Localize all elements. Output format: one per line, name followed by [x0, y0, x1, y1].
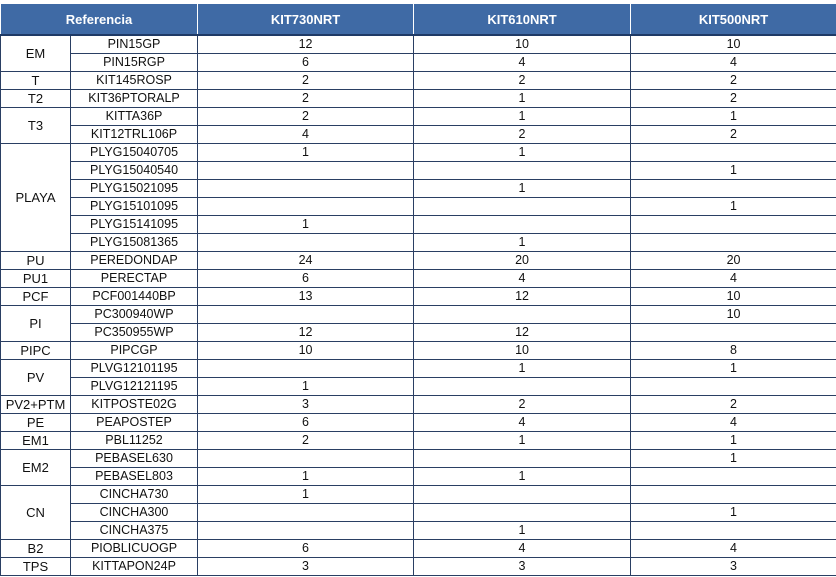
table-row: [1, 468, 836, 486]
table-row: [1, 504, 836, 522]
group-cell: T2: [1, 90, 71, 108]
quantity-cell-kit-3: 2: [631, 396, 836, 414]
quantity-cell-kit-2: [414, 216, 631, 234]
quantity-cell-kit-2: [414, 198, 631, 216]
quantity-cell-kit-3: 4: [631, 414, 836, 432]
group-cell: TPS: [1, 558, 71, 576]
group-cell: PE: [1, 414, 71, 432]
quantity-cell-kit-1: [198, 450, 414, 468]
group-cell: EM2: [1, 450, 71, 486]
table-row: [1, 414, 836, 432]
reference-cell: PLVG12101195: [71, 360, 198, 378]
quantity-cell-kit-3: 4: [631, 540, 836, 558]
quantity-cell-kit-1: [198, 504, 414, 522]
table-row: [1, 558, 836, 576]
group-cell: PV: [1, 360, 71, 396]
quantity-cell-kit-1: [198, 162, 414, 180]
quantity-cell-kit-2: 4: [414, 414, 631, 432]
quantity-cell-kit-1: [198, 306, 414, 324]
table-row: [1, 432, 836, 450]
quantity-cell-kit-2: 10: [414, 342, 631, 360]
quantity-cell-kit-2: 1: [414, 432, 631, 450]
quantity-cell-kit-1: 1: [198, 486, 414, 504]
quantity-cell-kit-2: [414, 450, 631, 468]
quantity-cell-kit-2: 1: [414, 90, 631, 108]
quantity-cell-kit-3: 2: [631, 72, 836, 90]
quantity-cell-kit-3: [631, 522, 836, 540]
group-cell: PIPC: [1, 342, 71, 360]
quantity-cell-kit-1: 3: [198, 396, 414, 414]
group-cell: PLAYA: [1, 144, 71, 252]
quantity-cell-kit-1: 12: [198, 324, 414, 342]
reference-cell: CINCHA730: [71, 486, 198, 504]
quantity-cell-kit-3: [631, 234, 836, 252]
group-cell: EM: [1, 35, 71, 72]
group-cell: T3: [1, 108, 71, 144]
table-row: [1, 108, 836, 126]
quantity-cell-kit-2: [414, 486, 631, 504]
reference-cell: KITTAPON24P: [71, 558, 198, 576]
quantity-cell-kit-1: 1: [198, 216, 414, 234]
quantity-cell-kit-3: 10: [631, 288, 836, 306]
quantity-cell-kit-2: 1: [414, 360, 631, 378]
quantity-cell-kit-1: 1: [198, 144, 414, 162]
quantity-cell-kit-1: 24: [198, 252, 414, 270]
reference-cell: PIPCGP: [71, 342, 198, 360]
reference-cell: PEBASEL630: [71, 450, 198, 468]
group-cell: PU: [1, 252, 71, 270]
table-row: [1, 342, 836, 360]
quantity-cell-kit-3: 1: [631, 450, 836, 468]
table-row: [1, 522, 836, 540]
quantity-cell-kit-1: [198, 522, 414, 540]
quantity-cell-kit-2: 1: [414, 522, 631, 540]
quantity-cell-kit-2: 1: [414, 144, 631, 162]
header-row: [1, 4, 836, 36]
table-row: [1, 35, 836, 54]
quantity-cell-kit-1: [198, 198, 414, 216]
reference-cell: KIT36PTORALP: [71, 90, 198, 108]
reference-cell: PLYG15081365: [71, 234, 198, 252]
table-row: [1, 450, 836, 468]
quantity-cell-kit-1: [198, 234, 414, 252]
quantity-cell-kit-2: 4: [414, 270, 631, 288]
kit-reference-table: [0, 3, 836, 576]
group-cell: PV2+PTM: [1, 396, 71, 414]
header-kit-1: KIT730NRT: [198, 4, 414, 36]
reference-cell: PLYG15141095: [71, 216, 198, 234]
quantity-cell-kit-1: 4: [198, 126, 414, 144]
quantity-cell-kit-1: 6: [198, 270, 414, 288]
reference-cell: PLYG15101095: [71, 198, 198, 216]
quantity-cell-kit-1: [198, 180, 414, 198]
quantity-cell-kit-1: 10: [198, 342, 414, 360]
quantity-cell-kit-2: 2: [414, 396, 631, 414]
table-row: [1, 360, 836, 378]
quantity-cell-kit-3: [631, 324, 836, 342]
quantity-cell-kit-1: [198, 360, 414, 378]
quantity-cell-kit-1: 2: [198, 432, 414, 450]
table-row: [1, 324, 836, 342]
reference-cell: KITTA36P: [71, 108, 198, 126]
table-row: [1, 540, 836, 558]
header-kit-3: KIT500NRT: [631, 4, 836, 36]
table-row: [1, 306, 836, 324]
table-body: [1, 35, 836, 576]
reference-cell: PIN15RGP: [71, 54, 198, 72]
group-cell: PI: [1, 306, 71, 342]
reference-cell: PIN15GP: [71, 35, 198, 54]
group-cell: B2: [1, 540, 71, 558]
table-row: [1, 180, 836, 198]
group-cell: PCF: [1, 288, 71, 306]
reference-cell: PCF001440BP: [71, 288, 198, 306]
table-row: [1, 396, 836, 414]
quantity-cell-kit-2: 1: [414, 468, 631, 486]
quantity-cell-kit-3: [631, 468, 836, 486]
quantity-cell-kit-3: 2: [631, 90, 836, 108]
quantity-cell-kit-1: 12: [198, 35, 414, 54]
table-row: [1, 162, 836, 180]
quantity-cell-kit-3: 1: [631, 360, 836, 378]
table-row: [1, 252, 836, 270]
quantity-cell-kit-2: 1: [414, 180, 631, 198]
reference-cell: CINCHA375: [71, 522, 198, 540]
quantity-cell-kit-2: 3: [414, 558, 631, 576]
quantity-cell-kit-1: 2: [198, 90, 414, 108]
quantity-cell-kit-3: [631, 378, 836, 396]
table-row: [1, 126, 836, 144]
quantity-cell-kit-1: 6: [198, 414, 414, 432]
reference-cell: PC300940WP: [71, 306, 198, 324]
quantity-cell-kit-1: 2: [198, 108, 414, 126]
table-row: [1, 216, 836, 234]
quantity-cell-kit-2: [414, 504, 631, 522]
quantity-cell-kit-3: 3: [631, 558, 836, 576]
quantity-cell-kit-2: [414, 306, 631, 324]
table-row: [1, 378, 836, 396]
header-kit-2: KIT610NRT: [414, 4, 631, 36]
reference-cell: PEAPOSTEP: [71, 414, 198, 432]
quantity-cell-kit-2: 20: [414, 252, 631, 270]
table-row: [1, 54, 836, 72]
table-row: [1, 72, 836, 90]
quantity-cell-kit-1: 6: [198, 54, 414, 72]
reference-cell: PLYG15040705: [71, 144, 198, 162]
quantity-cell-kit-3: 1: [631, 504, 836, 522]
quantity-cell-kit-3: [631, 486, 836, 504]
table-row: [1, 234, 836, 252]
quantity-cell-kit-2: 12: [414, 324, 631, 342]
group-cell: CN: [1, 486, 71, 540]
quantity-cell-kit-3: [631, 144, 836, 162]
quantity-cell-kit-3: 20: [631, 252, 836, 270]
reference-cell: PLYG15040540: [71, 162, 198, 180]
quantity-cell-kit-1: 6: [198, 540, 414, 558]
quantity-cell-kit-2: [414, 162, 631, 180]
quantity-cell-kit-1: 13: [198, 288, 414, 306]
quantity-cell-kit-1: 1: [198, 468, 414, 486]
table-row: [1, 144, 836, 162]
group-cell: EM1: [1, 432, 71, 450]
quantity-cell-kit-2: 4: [414, 54, 631, 72]
reference-cell: PERECTAP: [71, 270, 198, 288]
quantity-cell-kit-2: 4: [414, 540, 631, 558]
quantity-cell-kit-2: [414, 378, 631, 396]
reference-cell: KITPOSTE02G: [71, 396, 198, 414]
quantity-cell-kit-3: [631, 216, 836, 234]
quantity-cell-kit-3: 2: [631, 126, 836, 144]
quantity-cell-kit-3: 10: [631, 35, 836, 54]
quantity-cell-kit-3: 8: [631, 342, 836, 360]
group-cell: PU1: [1, 270, 71, 288]
reference-cell: PEBASEL803: [71, 468, 198, 486]
quantity-cell-kit-2: 2: [414, 72, 631, 90]
quantity-cell-kit-3: [631, 180, 836, 198]
reference-cell: PBL11252: [71, 432, 198, 450]
reference-cell: PC350955WP: [71, 324, 198, 342]
quantity-cell-kit-2: 1: [414, 108, 631, 126]
quantity-cell-kit-1: 1: [198, 378, 414, 396]
quantity-cell-kit-2: 2: [414, 126, 631, 144]
quantity-cell-kit-2: 12: [414, 288, 631, 306]
table-row: [1, 90, 836, 108]
quantity-cell-kit-1: 2: [198, 72, 414, 90]
table-row: [1, 270, 836, 288]
quantity-cell-kit-3: 1: [631, 162, 836, 180]
reference-cell: PEREDONDAP: [71, 252, 198, 270]
quantity-cell-kit-3: 1: [631, 432, 836, 450]
reference-cell: PLYG15021095: [71, 180, 198, 198]
reference-cell: PLVG12121195: [71, 378, 198, 396]
quantity-cell-kit-2: 10: [414, 35, 631, 54]
table-row: [1, 486, 836, 504]
quantity-cell-kit-2: 1: [414, 234, 631, 252]
quantity-cell-kit-3: 1: [631, 198, 836, 216]
reference-cell: KIT12TRL106P: [71, 126, 198, 144]
group-cell: T: [1, 72, 71, 90]
reference-cell: CINCHA300: [71, 504, 198, 522]
quantity-cell-kit-3: 4: [631, 270, 836, 288]
header-referencia: Referencia: [1, 4, 198, 36]
reference-cell: KIT145ROSP: [71, 72, 198, 90]
quantity-cell-kit-1: 3: [198, 558, 414, 576]
reference-cell: PIOBLICUOGP: [71, 540, 198, 558]
quantity-cell-kit-3: 10: [631, 306, 836, 324]
quantity-cell-kit-3: 1: [631, 108, 836, 126]
quantity-cell-kit-3: 4: [631, 54, 836, 72]
table-row: [1, 198, 836, 216]
table-row: [1, 288, 836, 306]
